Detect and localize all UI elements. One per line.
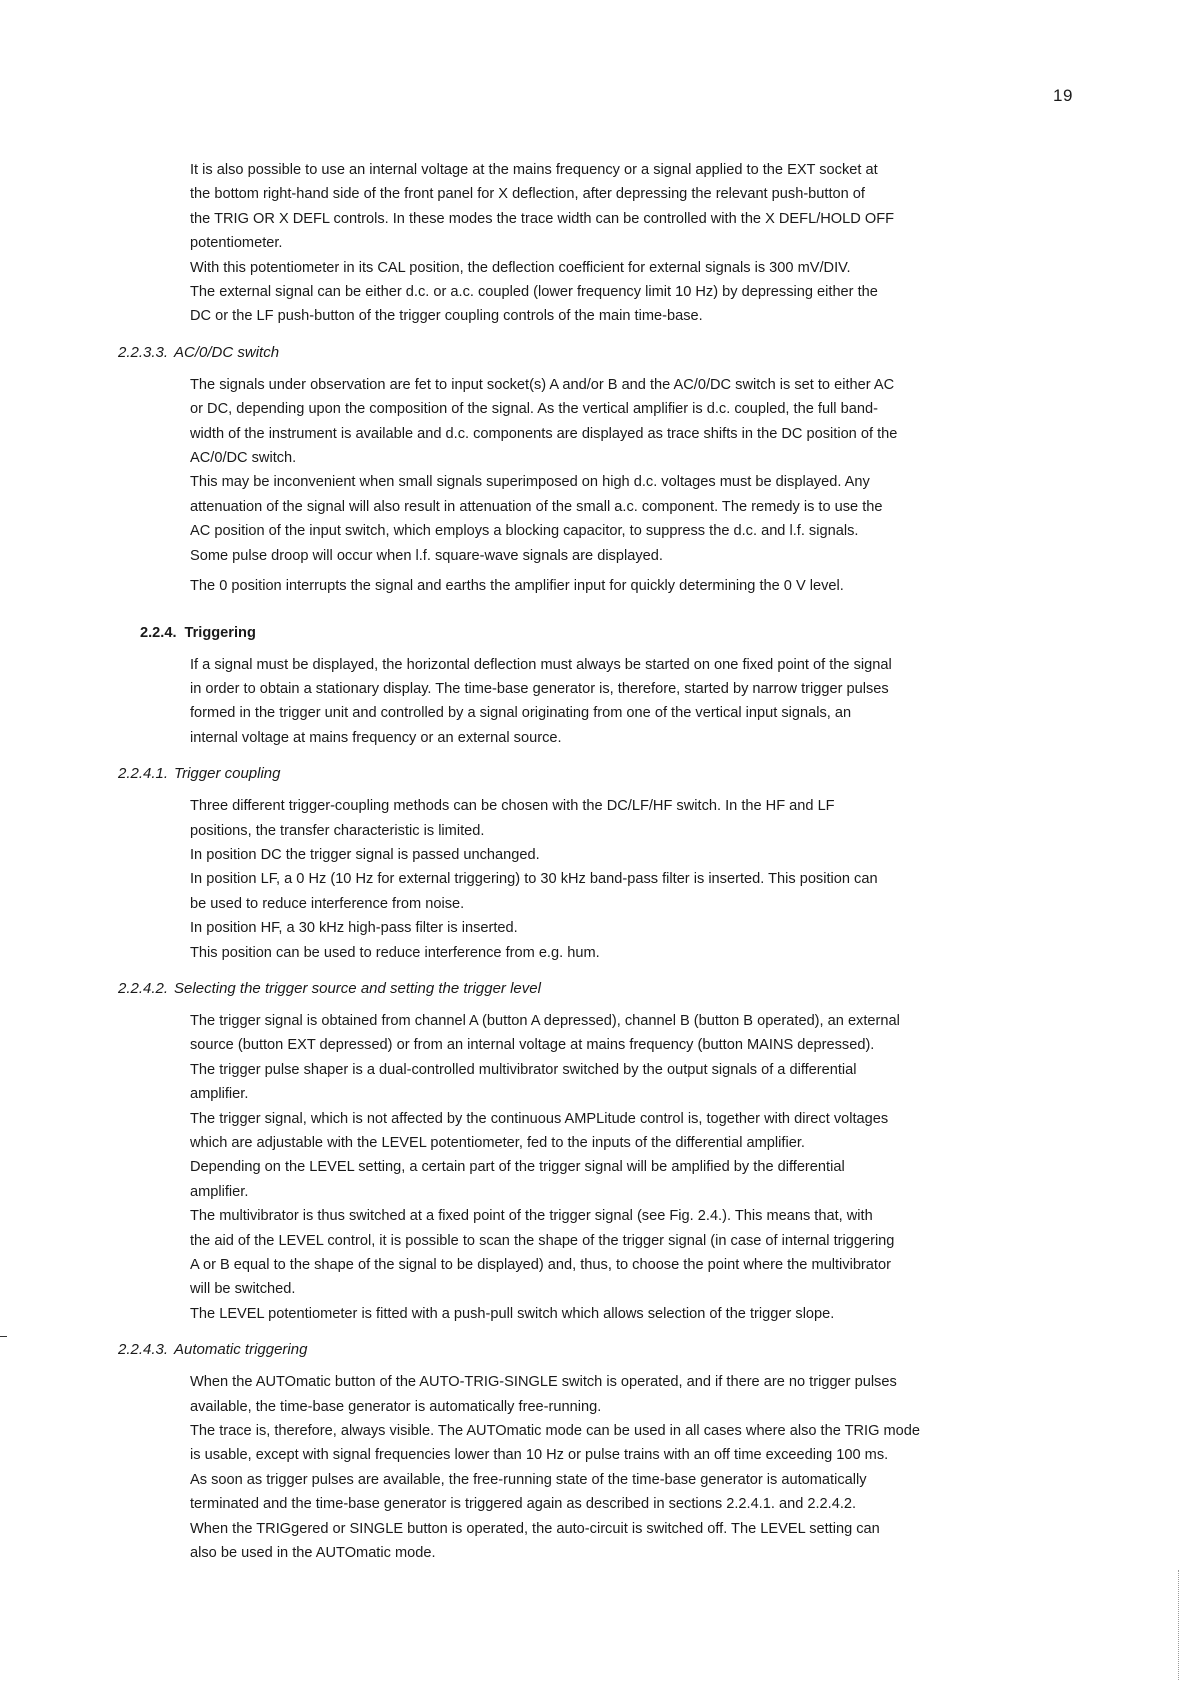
text-line: amplifier. — [190, 1183, 249, 1200]
text-line: The trigger pulse shaper is a dual-controlled multivibrator switched by the output signals of a differential — [190, 1061, 857, 1078]
intro-paragraph — [190, 158, 1100, 329]
section-heading-2233 — [118, 341, 1100, 365]
page-content — [118, 158, 1100, 1566]
section-number: 2.2.3.3. — [118, 343, 169, 361]
text-line: available, the time-base generator is automatically free-running. — [190, 1398, 602, 1415]
text-line: When the AUTOmatic button of the AUTO-TRIG-SINGLE switch is operated, and if there are no trigger pulses — [190, 1374, 897, 1391]
section-heading-2242 — [118, 977, 1100, 1001]
page-number: 19 — [1053, 86, 1073, 105]
text-line: The signals under observation are fet to input socket(s) A and/or B and the AC/0/DC switch is set to either AC — [190, 376, 895, 393]
text-line: positions, the transfer characteristic is limited. — [190, 822, 485, 839]
text-line: The trigger signal is obtained from channel A (button A depressed), channel B (button B operated), an external — [190, 1012, 900, 1029]
section-heading-2243 — [118, 1338, 1100, 1362]
section-number: 2.2.4.2. — [118, 979, 169, 997]
text-line: Depending on the LEVEL setting, a certain part of the trigger signal will be amplified by the differential — [190, 1159, 845, 1176]
text-line: In position HF, a 30 kHz high-pass filter is inserted. — [190, 920, 518, 937]
text-line: in order to obtain a stationary display. The time-base generator is, therefore, started by narrow trigger pulses — [190, 680, 889, 697]
text-line: also be used in the AUTOmatic mode. — [190, 1545, 436, 1562]
text-line: In position LF, a 0 Hz (10 Hz for external triggering) to 30 kHz band-pass filter is inserted. This position can — [190, 871, 878, 888]
text-line: The trace is, therefore, always visible. The AUTOmatic mode can be used in all cases where also the TRIG mode — [190, 1423, 921, 1440]
section-heading-2241 — [118, 762, 1100, 786]
section-body-2243 — [190, 1370, 1100, 1565]
edge-dots — [1178, 1570, 1180, 1680]
section-title: Trigger coupling — [174, 765, 281, 783]
text-line: width of the instrument is available and d.c. components are displayed as trace shifts in the DC position of the — [190, 425, 898, 442]
section-heading-224 — [140, 621, 1100, 645]
text-line: AC/0/DC switch. — [190, 450, 297, 467]
text-line: The LEVEL potentiometer is fitted with a push-pull switch which allows selection of the trigger slope. — [190, 1305, 835, 1322]
text-line: amplifier. — [190, 1086, 249, 1103]
text-line: or DC, depending upon the composition of the signal. As the vertical amplifier is d.c. coupled, the full band- — [190, 401, 878, 418]
text-line: internal voltage at mains frequency or an external source. — [190, 729, 562, 746]
text-line: source (button EXT depressed) or from an internal voltage at mains frequency (button MAINS depressed). — [190, 1037, 875, 1054]
text-line: the TRIG OR X DEFL controls. In these modes the trace width can be controlled with the X DEFL/HOLD OFF — [190, 210, 895, 227]
text-line: It is also possible to use an internal voltage at the mains frequency or a signal applied to the EXT socket at — [190, 162, 878, 178]
section-title: Triggering — [184, 624, 256, 641]
section-number: 2.2.4. — [140, 624, 177, 641]
text-line: AC position of the input switch, which employs a blocking capacitor, to suppress the d.c. and l.f. signals. — [190, 523, 859, 540]
section-number: 2.2.4.3. — [118, 1341, 169, 1359]
section-body-224 — [190, 653, 1100, 751]
text-line: If a signal must be displayed, the horizontal deflection must always be started on one fixed point of the signal — [190, 656, 892, 673]
text-line: the aid of the LEVEL control, it is possible to scan the shape of the trigger signal (in case of internal triggering — [190, 1232, 895, 1249]
text-line: The 0 position interrupts the signal and earths the amplifier input for quickly determining the 0 V level. — [190, 578, 844, 595]
text-line: This position can be used to reduce interference from e.g. hum. — [190, 944, 600, 961]
section-body-2233 — [190, 373, 1100, 599]
margin-mark — [0, 1336, 7, 1337]
section-number: 2.2.4.1. — [118, 765, 169, 783]
section-title: Selecting the trigger source and setting the trigger level — [174, 979, 541, 997]
text-line: potentiometer. — [190, 235, 283, 252]
text-line: A or B equal to the shape of the signal to be displayed) and, thus, to choose the point where the multivibrator — [190, 1257, 891, 1274]
text-line: is usable, except with signal frequencies lower than 10 Hz or pulse trains with an off time exceeding 100 ms. — [190, 1447, 889, 1464]
text-line: Some pulse droop will occur when l.f. square-wave signals are displayed. — [190, 547, 663, 564]
text-line: be used to reduce interference from noise. — [190, 895, 465, 912]
text-line: the bottom right-hand side of the front panel for X deflection, after depressing the relevant push-button of — [190, 186, 865, 203]
text-line: terminated and the time-base generator is triggered again as described in sections 2.2.4.1. and 2.2.4.2. — [190, 1496, 857, 1513]
text-line: The external signal can be either d.c. or a.c. coupled (lower frequency limit 10 Hz) by depressing either the — [190, 284, 878, 301]
text-line: attenuation of the signal will also result in attenuation of the small a.c. component. The remedy is to use the — [190, 498, 883, 515]
text-line: The multivibrator is thus switched at a fixed point of the trigger signal (see Fig. 2.4.). This means that, with — [190, 1208, 873, 1225]
text-line: Three different trigger-coupling methods can be chosen with the DC/LF/HF switch. In the HF and LF — [190, 798, 835, 815]
text-line: When the TRIGgered or SINGLE button is operated, the auto-circuit is switched off. The LEVEL setting can — [190, 1520, 880, 1537]
text-line: formed in the trigger unit and controlled by a signal originating from one of the vertical input signals, an — [190, 705, 852, 722]
text-line: which are adjustable with the LEVEL potentiometer, fed to the inputs of the differential amplifier. — [190, 1135, 805, 1151]
text-line: DC or the LF push-button of the trigger coupling controls of the main time-base. — [190, 308, 703, 325]
text-line: In position DC the trigger signal is passed unchanged. — [190, 846, 540, 863]
section-body-2242 — [190, 1009, 1100, 1326]
text-line: The trigger signal, which is not affected by the continuous AMPLitude control is, together with direct voltages — [190, 1110, 889, 1127]
section-title: Automatic triggering — [174, 1341, 308, 1359]
section-title: AC/0/DC switch — [174, 343, 280, 361]
section-body-2241 — [190, 794, 1100, 965]
text-line: With this potentiometer in its CAL position, the deflection coefficient for external signals is 300 mV/DIV. — [190, 259, 851, 276]
text-line: This may be inconvenient when small signals superimposed on high d.c. voltages must be displayed. Any — [190, 474, 870, 491]
text-line: As soon as trigger pulses are available, the free-running state of the time-base generator is automatically — [190, 1471, 867, 1488]
text-line: will be switched. — [190, 1281, 296, 1298]
